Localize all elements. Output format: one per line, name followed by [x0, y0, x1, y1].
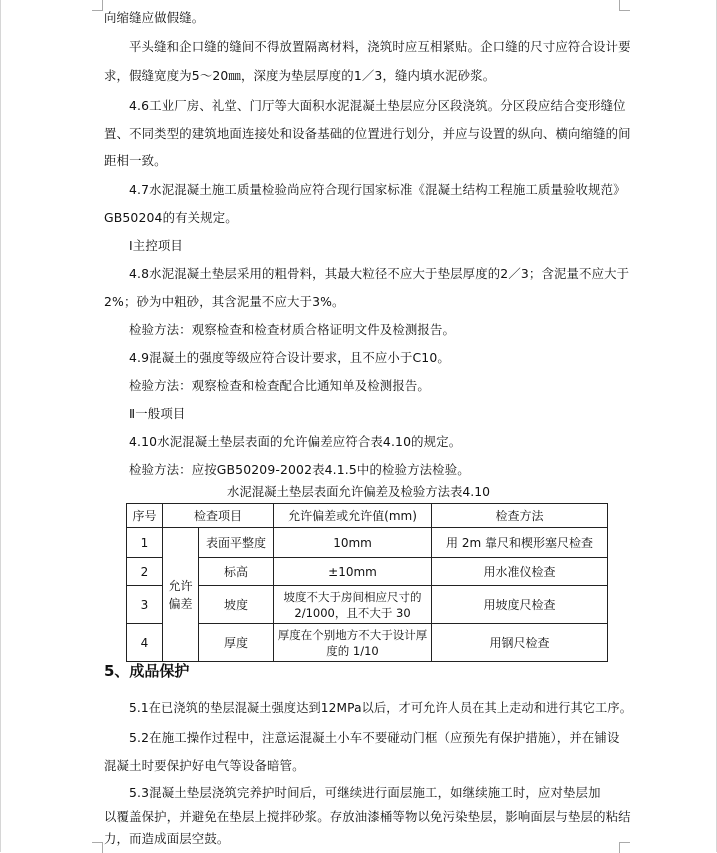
paragraph-line: 2%；砂为中粗砂，其含泥量不应大于3%。 — [104, 294, 345, 309]
paragraph-line: 4.7水泥混凝土施工质量检验尚应符合现行国家标准《混凝土结构工程施工质量验收规范》 — [129, 182, 626, 197]
header-value: 允许偏差或允许值(mm) — [274, 504, 432, 528]
crop-mark-bottom-right — [619, 842, 630, 853]
crop-mark-top-left — [92, 0, 103, 11]
paragraph-line: 距相一致。 — [104, 153, 167, 168]
paragraph-line: 求，假缝宽度为5～20㎜，深度为垫层厚度的1／3，缝内填水泥砂浆。 — [104, 68, 496, 83]
subsection-heading: Ⅰ主控项目 — [129, 238, 183, 253]
paragraph-line: 5.2在施工操作过程中，注意运混凝土小车不要碰动门框（应预先有保护措施），并在铺设 — [129, 730, 620, 745]
header-item: 检查项目 — [163, 504, 274, 528]
table-row — [127, 528, 608, 558]
paragraph-line: 4.10水泥混凝土垫层表面的允许偏差应符合表4.10的规定。 — [129, 434, 462, 449]
paragraph-line: 5.3混凝土垫层浇筑完养护时间后，可继续进行面层施工，如继续施工时，应对垫层加 — [129, 785, 601, 800]
table-caption: 水泥混凝土垫层表面允许偏差及检验方法表4.10 — [226, 484, 490, 499]
cell-value: 坡度不大于房间相应尺寸的2/1000，且不大于 30 — [274, 586, 432, 624]
paragraph-line: 向缩缝应做假缝。 — [104, 10, 205, 25]
cell-method: 用水准仪检查 — [432, 558, 608, 586]
cell-value: ±10mm — [274, 558, 432, 586]
paragraph-line: 置、不同类型的建筑地面连接处和设备基础的位置进行划分，并应与设置的纵向、横向缩缝的间 — [104, 126, 631, 141]
crop-mark-bottom-left — [92, 842, 103, 853]
cell-item: 表面平整度 — [199, 528, 274, 558]
page-left-edge — [0, 0, 1, 852]
subsection-heading: Ⅱ一般项目 — [129, 406, 186, 421]
paragraph-line: 4.8水泥混凝土垫层采用的粗骨料，其最大粒径不应大于垫层厚度的2／3；含泥量不应大于 — [129, 266, 630, 281]
cell-no: 3 — [127, 586, 163, 624]
table-row — [127, 624, 608, 662]
cell-method: 用钢尺检查 — [432, 624, 608, 662]
cell-item: 厚度 — [199, 624, 274, 662]
cell-no: 4 — [127, 624, 163, 662]
cell-value: 10mm — [274, 528, 432, 558]
cell-no: 1 — [127, 528, 163, 558]
cell-item: 坡度 — [199, 586, 274, 624]
paragraph-line: 力，而造成面层空鼓。 — [104, 831, 230, 846]
cell-value: 厚度在个别地方不大于设计厚度的 1/10 — [274, 624, 432, 662]
header-method: 检查方法 — [432, 504, 608, 528]
table-row — [127, 558, 608, 586]
group-label-text: 允许偏差 — [168, 578, 193, 611]
paragraph-line: 4.6工业厂房、礼堂、门厅等大面积水泥混凝土垫层应分区段浇筑。分区段应结合变形缝位 — [129, 98, 626, 113]
section-heading: 5、成品保护 — [104, 662, 190, 680]
paragraph-line: 5.1在已浇筑的垫层混凝土强度达到12MPa以后，才可允许人员在其上走动和进行其它工序。 — [129, 700, 633, 715]
table-row — [127, 586, 608, 624]
cell-group-label — [163, 528, 199, 662]
paragraph-line: GB50204的有关规定。 — [104, 210, 238, 225]
header-no: 序号 — [127, 504, 163, 528]
paragraph-line: 检验方法：应按GB50209-2002表4.1.5中的检验方法检验。 — [129, 462, 470, 477]
cell-no: 2 — [127, 558, 163, 586]
cell-item: 标高 — [199, 558, 274, 586]
paragraph-line: 混凝土时要保护好电气等设备暗管。 — [104, 758, 305, 773]
paragraph-line: 检验方法：观察检查和检查配合比通知单及检测报告。 — [129, 378, 430, 393]
cell-method: 用坡度尺检查 — [432, 586, 608, 624]
paragraph-line: 平头缝和企口缝的缝间不得放置隔离材料，浇筑时应互相紧贴。企口缝的尺寸应符合设计要 — [129, 39, 631, 54]
paragraph-line: 4.9混凝土的强度等级应符合设计要求，且不应小于C10。 — [129, 350, 450, 365]
paragraph-line: 以覆盖保护，并避免在垫层上搅拌砂浆。存放油漆桶等物以免污染垫层，影响面层与垫层的粘结 — [104, 809, 631, 824]
paragraph-line: 检验方法：观察检查和检查材质合格证明文件及检测报告。 — [129, 322, 456, 337]
crop-mark-top-right — [619, 0, 630, 11]
tolerance-table — [126, 503, 608, 662]
table-header-row — [127, 504, 608, 528]
cell-method: 用 2m 靠尺和楔形塞尺检查 — [432, 528, 608, 558]
